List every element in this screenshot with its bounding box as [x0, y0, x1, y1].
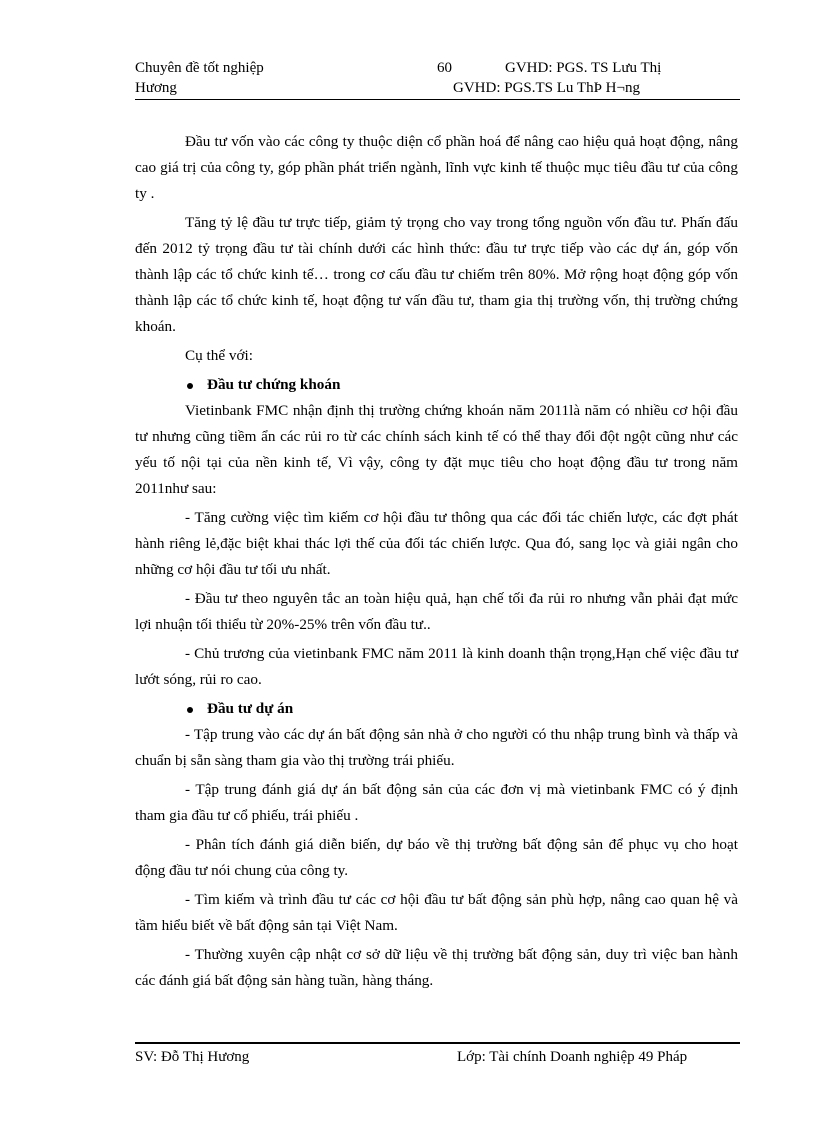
- page-number: 60: [437, 60, 452, 76]
- paragraph: - Tìm kiếm và trình đầu tư các cơ hội đầu tư bất động sản phù hợp, nâng cao quan hệ và tầm hiểu biết về bất động sản tại Việt Nam.: [135, 891, 738, 934]
- paragraph: - Đầu tư theo nguyên tắc an toàn hiệu quả, hạn chế tối đa rủi ro nhưng vẫn phải đạt mức lợi nhuận tối thiểu từ 20%-25% trên vốn đầu tư..: [135, 590, 738, 633]
- paragraph: - Tập trung vào các dự án bất động sản nhà ở cho người có thu nhập trung bình và thấp và chuẩn bị sẵn sàng tham gia vào thị trường trái phiếu.: [135, 726, 738, 769]
- footer-rule: [135, 1042, 740, 1044]
- paragraph: Cụ thể với:: [185, 347, 253, 364]
- paragraph: Đầu tư vốn vào các công ty thuộc diện cổ phần hoá để nâng cao hiệu quả hoạt động, nâng cao giá trị của công ty, góp phần phát triển ngành, lĩnh vực kinh tế thuộc mục tiêu đầu tư của công ty .: [135, 133, 738, 202]
- paragraph: - Tập trung đánh giá dự án bất động sản của các đơn vị mà vietinbank FMC có ý định tham gia đầu tư cổ phiếu, trái phiếu .: [135, 781, 738, 824]
- bullet-heading-text: Đầu tư dự án: [207, 700, 294, 717]
- bullet-icon: [187, 383, 193, 389]
- paragraph: - Tăng cường việc tìm kiếm cơ hội đầu tư thông qua các đối tác chiến lược, các đợt phát hành riêng lẻ,đặc biệt khai thác lợi thế của đối tác chiến lược. Qua đó, sang lọc và giải ngân cho những cơ hội đầu tư tối ưu nhất.: [135, 509, 738, 578]
- thesis-title: Chuyên đề tốt nghiệp: [135, 60, 264, 76]
- bullet-heading: [135, 372, 738, 398]
- class-name: Lớp: Tài chính Doanh nghiệp 49 Pháp: [457, 1049, 688, 1065]
- bullet-heading-text: Đầu tư chứng khoán: [207, 376, 341, 393]
- paragraph: - Thường xuyên cập nhật cơ sở dữ liệu về thị trường bất động sản, duy trì việc ban hành các đánh giá bất động sản hàng tuần, hàng tháng.: [135, 946, 738, 989]
- bullet-heading: [135, 696, 738, 722]
- paragraph: - Phân tích đánh giá diễn biến, dự báo về thị trường bất động sản để phục vụ cho hoạt động đầu tư nói chung của công ty.: [135, 836, 738, 879]
- supervisor-line2: GVHD: PGS.TS Lu ThÞ H¬ng: [453, 80, 640, 96]
- paragraph: - Chủ trương của vietinbank FMC năm 2011 là kinh doanh thận trọng,Hạn chế việc đầu tư lướt sóng, rủi ro cao.: [135, 645, 738, 688]
- paragraph: Vietinbank FMC nhận định thị trường chứng khoán năm 2011là năm có nhiều cơ hội đầu tư nhưng cũng tiềm ẩn các rủi ro từ các chính sách kinh tế có thể thay đổi đột ngột cũng như các yếu tố nội tại của nền kinh tế, Vì vậy, công ty đặt mục tiêu cho hoạt động đầu tư trong năm 2011như sau:: [135, 402, 738, 497]
- document-body: [135, 129, 738, 997]
- thesis-title-continued: Hương: [135, 80, 177, 96]
- bullet-icon: [187, 707, 193, 713]
- student-name: SV: Đỗ Thị Hương: [135, 1049, 250, 1065]
- supervisor-line1: GVHD: PGS. TS Lưu Thị: [505, 60, 662, 76]
- header-rule: [135, 99, 740, 100]
- paragraph: Tăng tỷ lệ đầu tư trực tiếp, giảm tỷ trọng cho vay trong tổng nguồn vốn đầu tư. Phấn đấu đến 2012 tỷ trọng đầu tư tài chính dưới các hình thức: đầu tư trực tiếp vào các dự án, góp vốn thành lập các tổ chức kinh tế… trong cơ cấu đầu tư chiếm trên 80%. Mở rộng hoạt động góp vốn thành lập các tổ chức kinh tế, hoạt động tư vấn đầu tư, tham gia thị trường vốn, thị trường chứng khoán.: [135, 214, 738, 335]
